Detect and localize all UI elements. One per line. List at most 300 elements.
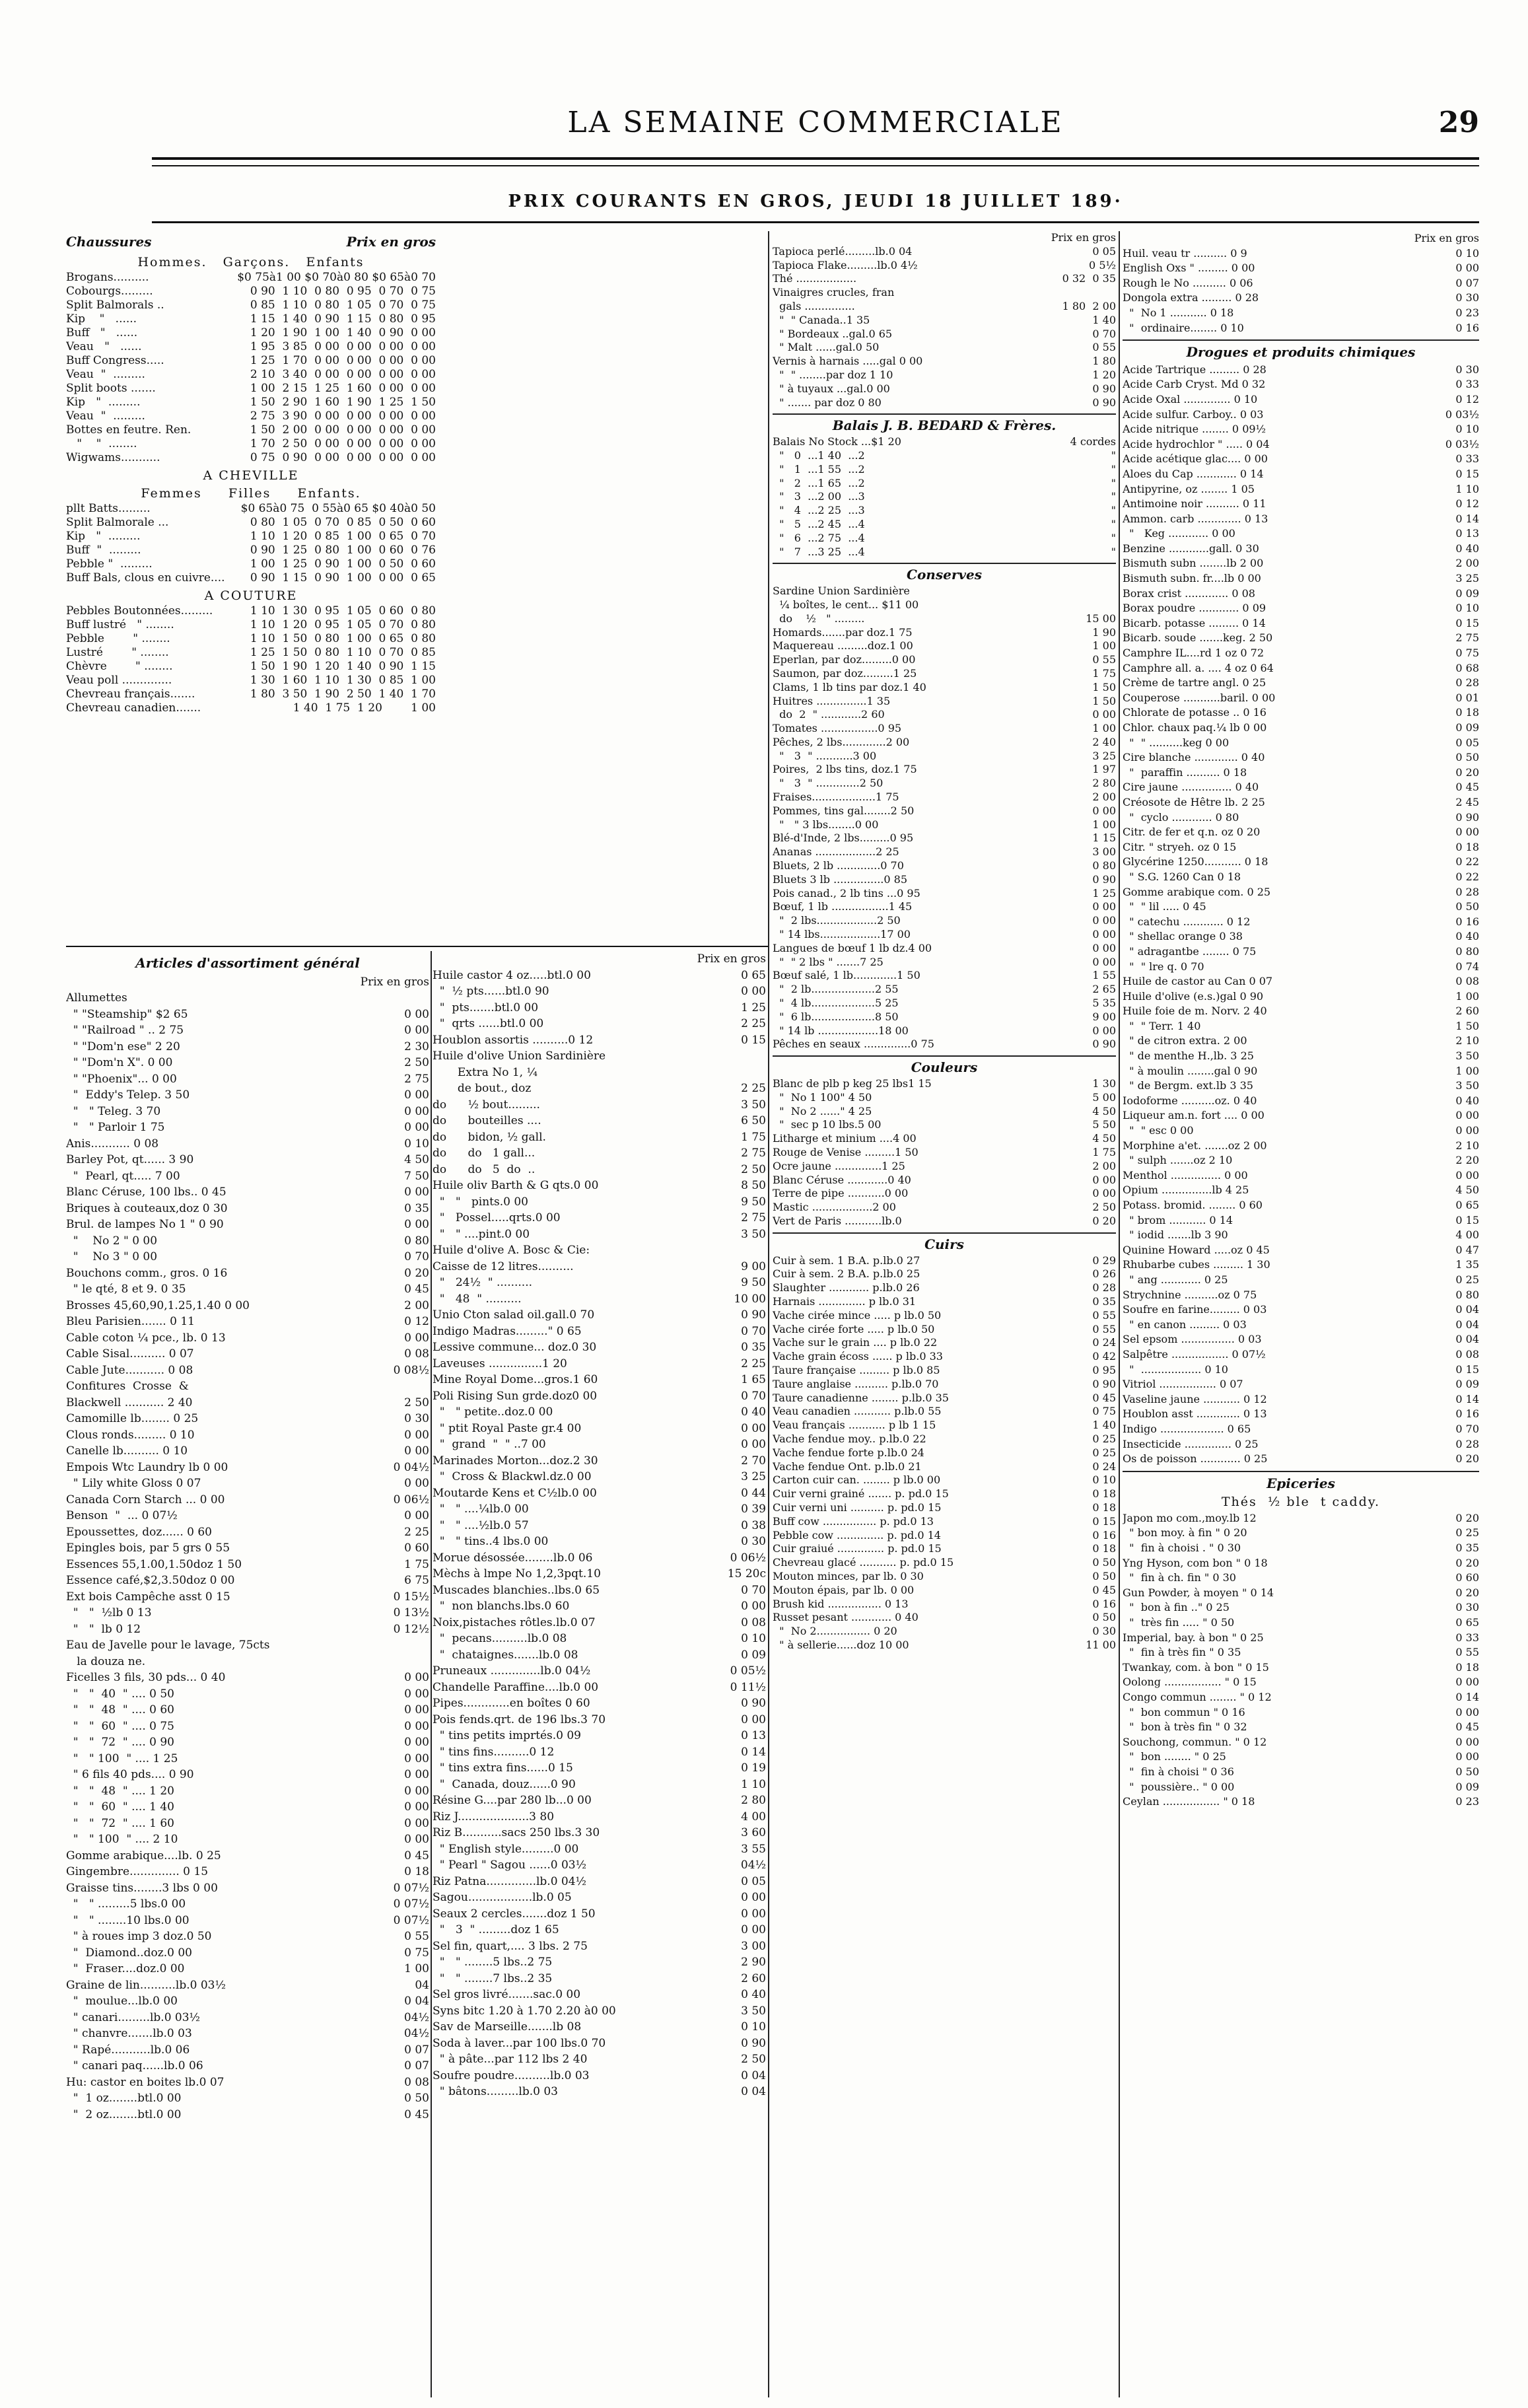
- item-price: 0 42: [1092, 1350, 1116, 1363]
- item-label: Benson " ... 0 07½: [66, 1509, 178, 1522]
- item-price: 1 25: [741, 1001, 766, 1014]
- price-row: [1123, 1780, 1479, 1795]
- price-row: [66, 632, 436, 646]
- item-price: 0 00: [1455, 1705, 1479, 1718]
- item-price: 0 23: [1455, 1795, 1479, 1808]
- item-label: Litharge et minium ....4 00: [773, 1132, 917, 1145]
- price-row: [1123, 467, 1479, 482]
- item-label: Canada Corn Starch ... 0 00: [66, 1493, 225, 1506]
- item-price: 0 75 0 90 0 00 0 00 0 00 0 00: [250, 451, 436, 464]
- item-price: 0 00: [1092, 900, 1116, 913]
- price-row: [433, 1777, 766, 1793]
- item-price: 2 75 3 90 0 00 0 00 0 00 0 00: [250, 409, 436, 423]
- price-row: [1123, 900, 1479, 915]
- item-label: Ficelles 3 fils, 30 pds... 0 40: [66, 1671, 226, 1684]
- item-label: Bismuth subn. fr....lb 0 00: [1123, 572, 1261, 585]
- price-row: [773, 286, 1116, 300]
- price-row: [66, 544, 436, 557]
- item-price: 0 00: [1455, 1109, 1479, 1122]
- section-rule: [1123, 1471, 1479, 1472]
- item-price: 0 12: [1455, 497, 1479, 511]
- item-label: Thé ..................: [773, 272, 857, 285]
- price-row: [1123, 1735, 1479, 1750]
- item-price: 0 00: [404, 1104, 429, 1118]
- price-row: [773, 1433, 1116, 1446]
- item-price: 0 65: [1455, 1616, 1479, 1629]
- item-label: Cire jaune ............... 0 40: [1123, 781, 1259, 794]
- item-price: 0 10: [1455, 602, 1479, 615]
- price-row: [433, 1792, 766, 1809]
- price-row: [1123, 631, 1479, 646]
- item-price: 1 10: [741, 1777, 766, 1791]
- price-row: [433, 1890, 766, 1906]
- item-label: Houblon assortis ..........0 12: [433, 1033, 594, 1047]
- price-row: [773, 695, 1116, 709]
- item-label: Antipyrine, oz ........ 1 05: [1123, 482, 1255, 495]
- item-label: Riz J....................3 80: [433, 1810, 555, 1824]
- price-row: [66, 701, 436, 715]
- price-row: [66, 1427, 429, 1444]
- price-row: [773, 1529, 1116, 1543]
- item-price: 1 00 1 25 0 90 1 00 0 50 0 60: [250, 557, 436, 571]
- price-row: [773, 1378, 1116, 1392]
- item-price: 1 80 2 00: [1062, 299, 1116, 312]
- column-general-articles-2: [433, 951, 766, 2397]
- item-price: 0 05: [1455, 736, 1479, 749]
- item-label: Laveuses ...............1 20: [433, 1357, 567, 1370]
- item-label: Twankay, com. à bon " 0 15: [1123, 1660, 1269, 1674]
- price-row: [1123, 1377, 1479, 1392]
- item-price: 0 90: [741, 1308, 766, 1322]
- item-price: 0 20: [1092, 1214, 1116, 1227]
- item-price: 1 50: [1092, 680, 1116, 693]
- item-price: 5 35: [1092, 997, 1116, 1010]
- price-row: [433, 1695, 766, 1712]
- item-price: 0 00: [1092, 1173, 1116, 1186]
- item-price: 1 10 1 20 0 85 1 00 0 65 0 70: [250, 530, 436, 543]
- price-row: [66, 1783, 429, 1800]
- price-row: [433, 1307, 766, 1324]
- price-row: [1123, 1794, 1479, 1810]
- item-price: 2 80: [1092, 777, 1116, 790]
- item-price: 0 00: [741, 1923, 766, 1936]
- item-price: 3 25: [1455, 572, 1479, 585]
- item-label: gals ...............: [773, 299, 855, 312]
- price-row: [66, 299, 436, 312]
- item-price: 04½: [403, 2027, 429, 2040]
- price-row: [433, 1550, 766, 1567]
- price-row: [1123, 1422, 1479, 1437]
- item-price: 0 16: [1092, 1597, 1116, 1610]
- item-label: Pêches en seaux ..............0 75: [773, 1038, 934, 1051]
- item-label: Camphre all. a. .... 4 oz 0 64: [1123, 661, 1274, 674]
- item-label: Iodoforme ..........oz. 0 40: [1123, 1094, 1257, 1107]
- item-price: 2 70: [741, 1454, 766, 1468]
- item-price: 0 50: [1092, 1556, 1116, 1569]
- item-label: Cable Jute........... 0 08: [66, 1363, 193, 1377]
- item-label: Sardine Union Sardinière: [773, 584, 910, 598]
- item-price: 0 20: [1455, 765, 1479, 779]
- price-row: [66, 354, 436, 368]
- item-price: 0 40: [1455, 1094, 1479, 1107]
- price-row: [773, 300, 1116, 314]
- item-price: 0 32 0 35: [1062, 272, 1116, 285]
- price-row: [1123, 1750, 1479, 1765]
- item-price: 0 12: [404, 1315, 429, 1328]
- item-price: 0 00: [1092, 1187, 1116, 1200]
- price-row: [773, 1419, 1116, 1433]
- price-row: [66, 530, 436, 544]
- item-price: 0 12½: [393, 1622, 429, 1636]
- price-row: [773, 396, 1116, 410]
- item-label: Tapioca Flake.........lb.0 4½: [773, 258, 918, 271]
- item-price: 0 04: [741, 2069, 766, 2082]
- item-label: Slaughter ............ p.lb.0 26: [773, 1281, 920, 1294]
- price-row: [1123, 526, 1479, 542]
- item-price: 1 30: [1092, 1077, 1116, 1090]
- price-row: [66, 1540, 429, 1557]
- price-row: [433, 1987, 766, 2003]
- item-price: 0 40: [1455, 542, 1479, 555]
- price-row: [433, 1518, 766, 1534]
- item-label: Vache fendue moy.. p.lb.0 22: [773, 1432, 926, 1445]
- item-label: Rhubarbe cubes ......... 1 30: [1123, 1258, 1270, 1271]
- item-label: la douza ne.: [66, 1654, 146, 1668]
- price-row: [1123, 1004, 1479, 1019]
- item-price: 0 80: [1092, 859, 1116, 872]
- price-row: [1123, 736, 1479, 751]
- item-label: Huile d'olive (e.s.)gal 0 90: [1123, 989, 1264, 1003]
- price-row: [66, 1524, 429, 1541]
- price-row: [1123, 1407, 1479, 1422]
- price-row: [433, 1178, 766, 1194]
- item-label: " tins extra fins......0 15: [433, 1761, 573, 1775]
- item-label: Muscades blanchies..lbs.0 65: [433, 1583, 600, 1597]
- item-price: 2 50: [404, 1056, 429, 1069]
- item-price: 0 70: [741, 1324, 766, 1338]
- item-label: Gomme arabique....lb. 0 25: [66, 1849, 221, 1862]
- price-row: [433, 1453, 766, 1470]
- item-price: 0 18: [1092, 1501, 1116, 1514]
- page-header: [152, 106, 1479, 152]
- item-label: " 14 lbs..................17 00: [773, 928, 911, 941]
- price-row: [773, 736, 1116, 750]
- item-price: 0 80: [1455, 944, 1479, 958]
- item-label: " " pints.0 00: [433, 1195, 528, 1209]
- item-label: Epingles bois, par 5 grs 0 55: [66, 1541, 230, 1555]
- item-label: Veau " .........: [66, 368, 145, 381]
- item-label: " " Parloir 1 75: [66, 1121, 165, 1134]
- item-label: Anis........... 0 08: [66, 1137, 159, 1151]
- item-label: Pebble cow .............. p. pd.0 14: [773, 1528, 941, 1541]
- item-price: 2 65: [1092, 983, 1116, 996]
- price-row: [1123, 1064, 1479, 1079]
- item-label: Mèchs à lmpe No 1,2,3pqt.10: [433, 1567, 601, 1580]
- item-label: Tapioca perlé.........lb.0 04: [773, 244, 913, 258]
- item-label: Benzine ............gall. 0 30: [1123, 542, 1259, 555]
- item-price: 0 04: [741, 2085, 766, 2098]
- item-price: 0 11½: [730, 1680, 766, 1694]
- item-price: 6 50: [741, 1114, 766, 1127]
- item-label: Buff " .........: [66, 544, 141, 557]
- item-price: 0 80 1 05 0 70 0 85 0 50 0 60: [250, 516, 436, 529]
- price-row: [66, 271, 436, 285]
- price-row: [433, 1469, 766, 1485]
- item-price: 0 18: [1092, 1542, 1116, 1555]
- item-label: " " ........par doz 1 10: [773, 368, 893, 381]
- price-row: [1123, 482, 1479, 497]
- item-label: " fin à ch. fin " 0 30: [1123, 1571, 1236, 1584]
- item-label: Soufre en farine......... 0 03: [1123, 1303, 1267, 1316]
- item-price: 0 18: [1092, 1487, 1116, 1501]
- price-row: [433, 1728, 766, 1744]
- item-label: Clous ronds......... 0 10: [66, 1428, 195, 1442]
- item-label: Acide hydrochlor " ..... 0 04: [1123, 437, 1270, 450]
- price-row: [1123, 407, 1479, 423]
- item-price: 0 01: [1455, 691, 1479, 704]
- item-label: Ananas ..................2 25: [773, 845, 899, 859]
- item-label: " Pearl " Sagou ......0 03½: [433, 1859, 587, 1872]
- item-label: Terre de pipe ...........0 00: [773, 1187, 909, 1200]
- price-row: [66, 1201, 429, 1217]
- item-label: Pebbles Boutonnées.........: [66, 604, 213, 618]
- section-rule: [1123, 339, 1479, 341]
- column-drogues-epiceries: [1123, 231, 1479, 2397]
- item-price: 1 25: [1092, 886, 1116, 900]
- price-row: [66, 2107, 429, 2123]
- item-price: 0 00: [1455, 826, 1479, 839]
- item-label: English Oxs " ......... 0 00: [1123, 262, 1255, 275]
- item-label: Marinades Morton...doz.2 30: [433, 1454, 598, 1468]
- item-label: " bon commun " 0 16: [1123, 1705, 1245, 1718]
- price-row: [773, 382, 1116, 396]
- item-price: 0 08: [1455, 975, 1479, 988]
- item-price: 0 55: [1092, 1322, 1116, 1335]
- price-row: [1123, 915, 1479, 930]
- item-price: 0 90: [1092, 1038, 1116, 1051]
- price-row: [1123, 452, 1479, 467]
- item-label: Strychnine ..........oz 0 75: [1123, 1288, 1257, 1301]
- price-row: [773, 1460, 1116, 1474]
- item-price: 0 00: [1092, 804, 1116, 817]
- item-price: 0 09: [1455, 721, 1479, 734]
- item-price: 0 04½: [393, 1460, 429, 1474]
- price-row: [433, 1000, 766, 1016]
- item-label: Homards.......par doz.1 75: [773, 625, 913, 639]
- item-label: Pommes, tins gal........2 50: [773, 804, 915, 817]
- price-row: [1123, 1302, 1479, 1318]
- price-row: [1123, 1511, 1479, 1526]
- price-row: [433, 1825, 766, 1841]
- price-row: [66, 437, 436, 451]
- item-price: 0 55: [404, 1930, 429, 1943]
- item-label: Allumettes: [66, 991, 127, 1005]
- item-price: 6 75: [404, 1574, 429, 1587]
- price-row: [66, 2090, 429, 2107]
- item-price: ": [1111, 531, 1116, 544]
- item-price: 0 00: [1455, 1124, 1479, 1137]
- price-row: [66, 1670, 429, 1686]
- price-row: [773, 750, 1116, 763]
- price-row: [1123, 1720, 1479, 1735]
- item-label: Vaseline jaune ........... 0 12: [1123, 1392, 1267, 1405]
- section-heading: Epiceries: [1267, 1475, 1335, 1491]
- item-price: 5 00: [1092, 1090, 1116, 1104]
- item-label: " No 1 ........... 0 18: [1123, 306, 1234, 319]
- price-row: [773, 1364, 1116, 1378]
- item-label: " " ....pint.0 00: [433, 1227, 530, 1241]
- price-row: [773, 1570, 1116, 1584]
- item-price: 0 65: [1455, 1199, 1479, 1211]
- price-row: [66, 571, 436, 585]
- price-row: [66, 340, 436, 354]
- item-price: 0 09: [1455, 1780, 1479, 1793]
- item-label: " qrts ......btl.0 00: [433, 1017, 544, 1030]
- item-price: 2 10 3 40 0 00 0 00 0 00 0 00: [250, 368, 436, 381]
- price-row: [773, 477, 1116, 491]
- price-row: [773, 873, 1116, 887]
- price-row: [773, 584, 1116, 598]
- price-row: [433, 1113, 766, 1129]
- price-row: [433, 2003, 766, 2020]
- item-label: " ....... par doz 0 80: [773, 396, 882, 409]
- section-heading: Drogues et produits chimiques: [1186, 344, 1416, 361]
- price-row: [1123, 1541, 1479, 1556]
- price-row: [66, 1265, 429, 1282]
- item-label: Confitures Crosse &: [66, 1380, 189, 1393]
- column-header-label: Prix en gros: [360, 975, 429, 989]
- item-label: " No 2................ 0 20: [773, 1625, 897, 1638]
- price-row: [66, 1233, 429, 1250]
- price-row: [773, 1254, 1116, 1268]
- price-row: [66, 1363, 429, 1379]
- price-row: [773, 1146, 1116, 1160]
- price-list-title: PRIX COURANTS EN GROS, JEUDI 18 JUILLET 189·: [508, 192, 1123, 211]
- item-price: 0 00: [741, 1600, 766, 1613]
- price-row: [773, 355, 1116, 369]
- item-price: 0 19: [741, 1761, 766, 1775]
- item-price: 0 90: [1092, 1377, 1116, 1390]
- item-label: " en canon ......... 0 03: [1123, 1318, 1247, 1331]
- price-row: [433, 1680, 766, 1696]
- item-label: Split boots .......: [66, 382, 156, 395]
- item-label: " non blanchs.lbs.0 60: [433, 1600, 570, 1613]
- item-price: 0 18: [1455, 840, 1479, 853]
- item-price: 2 75: [741, 1211, 766, 1224]
- price-row: [773, 1487, 1116, 1501]
- item-label: Russet pesant ............ 0 40: [773, 1611, 919, 1624]
- price-row: [1123, 1631, 1479, 1646]
- price-row: [1123, 1556, 1479, 1571]
- item-label: " " ........7 lbs..2 35: [433, 1971, 553, 1985]
- price-row: [66, 312, 436, 326]
- item-label: Yng Hyson, com bon " 0 18: [1123, 1556, 1268, 1569]
- item-label: Pois fends.qrt. de 196 lbs.3 70: [433, 1713, 606, 1726]
- price-row: [433, 1048, 766, 1065]
- item-price: ": [1111, 504, 1116, 517]
- item-price: 0 22: [1455, 870, 1479, 883]
- item-label: Buff Congress.....: [66, 354, 164, 367]
- price-row: [66, 1104, 429, 1120]
- item-label: Bicarb. potasse ......... 0 14: [1123, 616, 1266, 629]
- price-row: [66, 1816, 429, 1832]
- item-label: " " Canada..1 35: [773, 313, 870, 326]
- item-label: " Possel.....qrts.0 00: [433, 1211, 561, 1224]
- item-price: 0 18: [404, 1865, 429, 1878]
- item-price: 0 55: [1092, 1308, 1116, 1322]
- price-row: [773, 1392, 1116, 1405]
- item-label: " 4 lb...................5 25: [773, 997, 899, 1010]
- price-row: [773, 490, 1116, 504]
- item-label: Langues de bœuf 1 lb dz.4 00: [773, 941, 932, 954]
- item-label: Vert de Paris ...........lb.0: [773, 1214, 902, 1227]
- price-row: [773, 639, 1116, 653]
- item-label: Fraises...................1 75: [773, 791, 899, 804]
- price-row: [773, 272, 1116, 286]
- item-price: 2 00: [404, 1298, 429, 1312]
- item-label: Imperial, bay. à bon " 0 25: [1123, 1631, 1264, 1644]
- item-label: Epoussettes, doz...... 0 60: [66, 1525, 212, 1539]
- item-label: " à roues imp 3 doz.0 50: [66, 1930, 212, 1943]
- item-label: Vache cirée mince ..... p lb.0 50: [773, 1308, 942, 1322]
- column-header: [433, 951, 766, 968]
- price-row: [773, 1105, 1116, 1119]
- item-price: 0 13: [741, 1729, 766, 1742]
- item-price: 04: [415, 1978, 429, 1992]
- subsection-heading: A COUTURE: [204, 588, 298, 603]
- item-label: Bouchons comm., gros. 0 16: [66, 1266, 228, 1280]
- item-price: 2 40: [1092, 735, 1116, 748]
- item-price: 0 04: [1455, 1303, 1479, 1316]
- item-price: 0 16: [1455, 321, 1479, 334]
- item-label: " " ........10 lbs.0 00: [66, 1913, 190, 1927]
- item-price: 0 16: [1092, 1528, 1116, 1541]
- price-row: [1123, 705, 1479, 721]
- price-row: [433, 1598, 766, 1615]
- price-row: [773, 832, 1116, 845]
- item-label: Glycérine 1250........... 0 18: [1123, 855, 1268, 868]
- item-price: 0 14: [1455, 512, 1479, 525]
- item-label: Cuir verni uni .......... p. pd.0 15: [773, 1501, 942, 1514]
- price-row: [1123, 392, 1479, 407]
- item-label: Cuir à sem. 1 B.A. p.lb.0 27: [773, 1254, 920, 1267]
- price-row: [773, 1639, 1116, 1652]
- item-label: Huile d'olive Union Sardinière: [433, 1049, 606, 1063]
- price-row: [66, 1395, 429, 1411]
- item-price: 0 15: [1455, 1363, 1479, 1376]
- item-price: 2 75: [404, 1072, 429, 1086]
- item-price: 0 45: [1455, 781, 1479, 794]
- price-row: [773, 259, 1116, 273]
- item-label: Chlorate de potasse .. 0 16: [1123, 706, 1267, 719]
- item-price: 0 35: [741, 1341, 766, 1354]
- item-label: Indigo ................... 0 65: [1123, 1422, 1251, 1435]
- price-row: [66, 1718, 429, 1735]
- item-label: " 5 ...2 45 ...4: [773, 517, 865, 530]
- price-row: [433, 1938, 766, 1955]
- price-row: [66, 2010, 429, 2026]
- item-label: Poli Rising Sun grde.doz0 00: [433, 1389, 598, 1403]
- subsection-heading: A CHEVILLE: [203, 468, 299, 483]
- price-row: [773, 463, 1116, 477]
- price-row: [1123, 1675, 1479, 1690]
- price-row: [1123, 276, 1479, 291]
- item-label: Unio Cton salad oil.gall.0 70: [433, 1308, 595, 1322]
- item-price: 0 00: [1092, 708, 1116, 721]
- item-price: 0 80: [404, 1234, 429, 1248]
- item-label: " 7 ...3 25 ...4: [773, 545, 865, 558]
- item-label: Huile de castor au Can 0 07: [1123, 975, 1273, 988]
